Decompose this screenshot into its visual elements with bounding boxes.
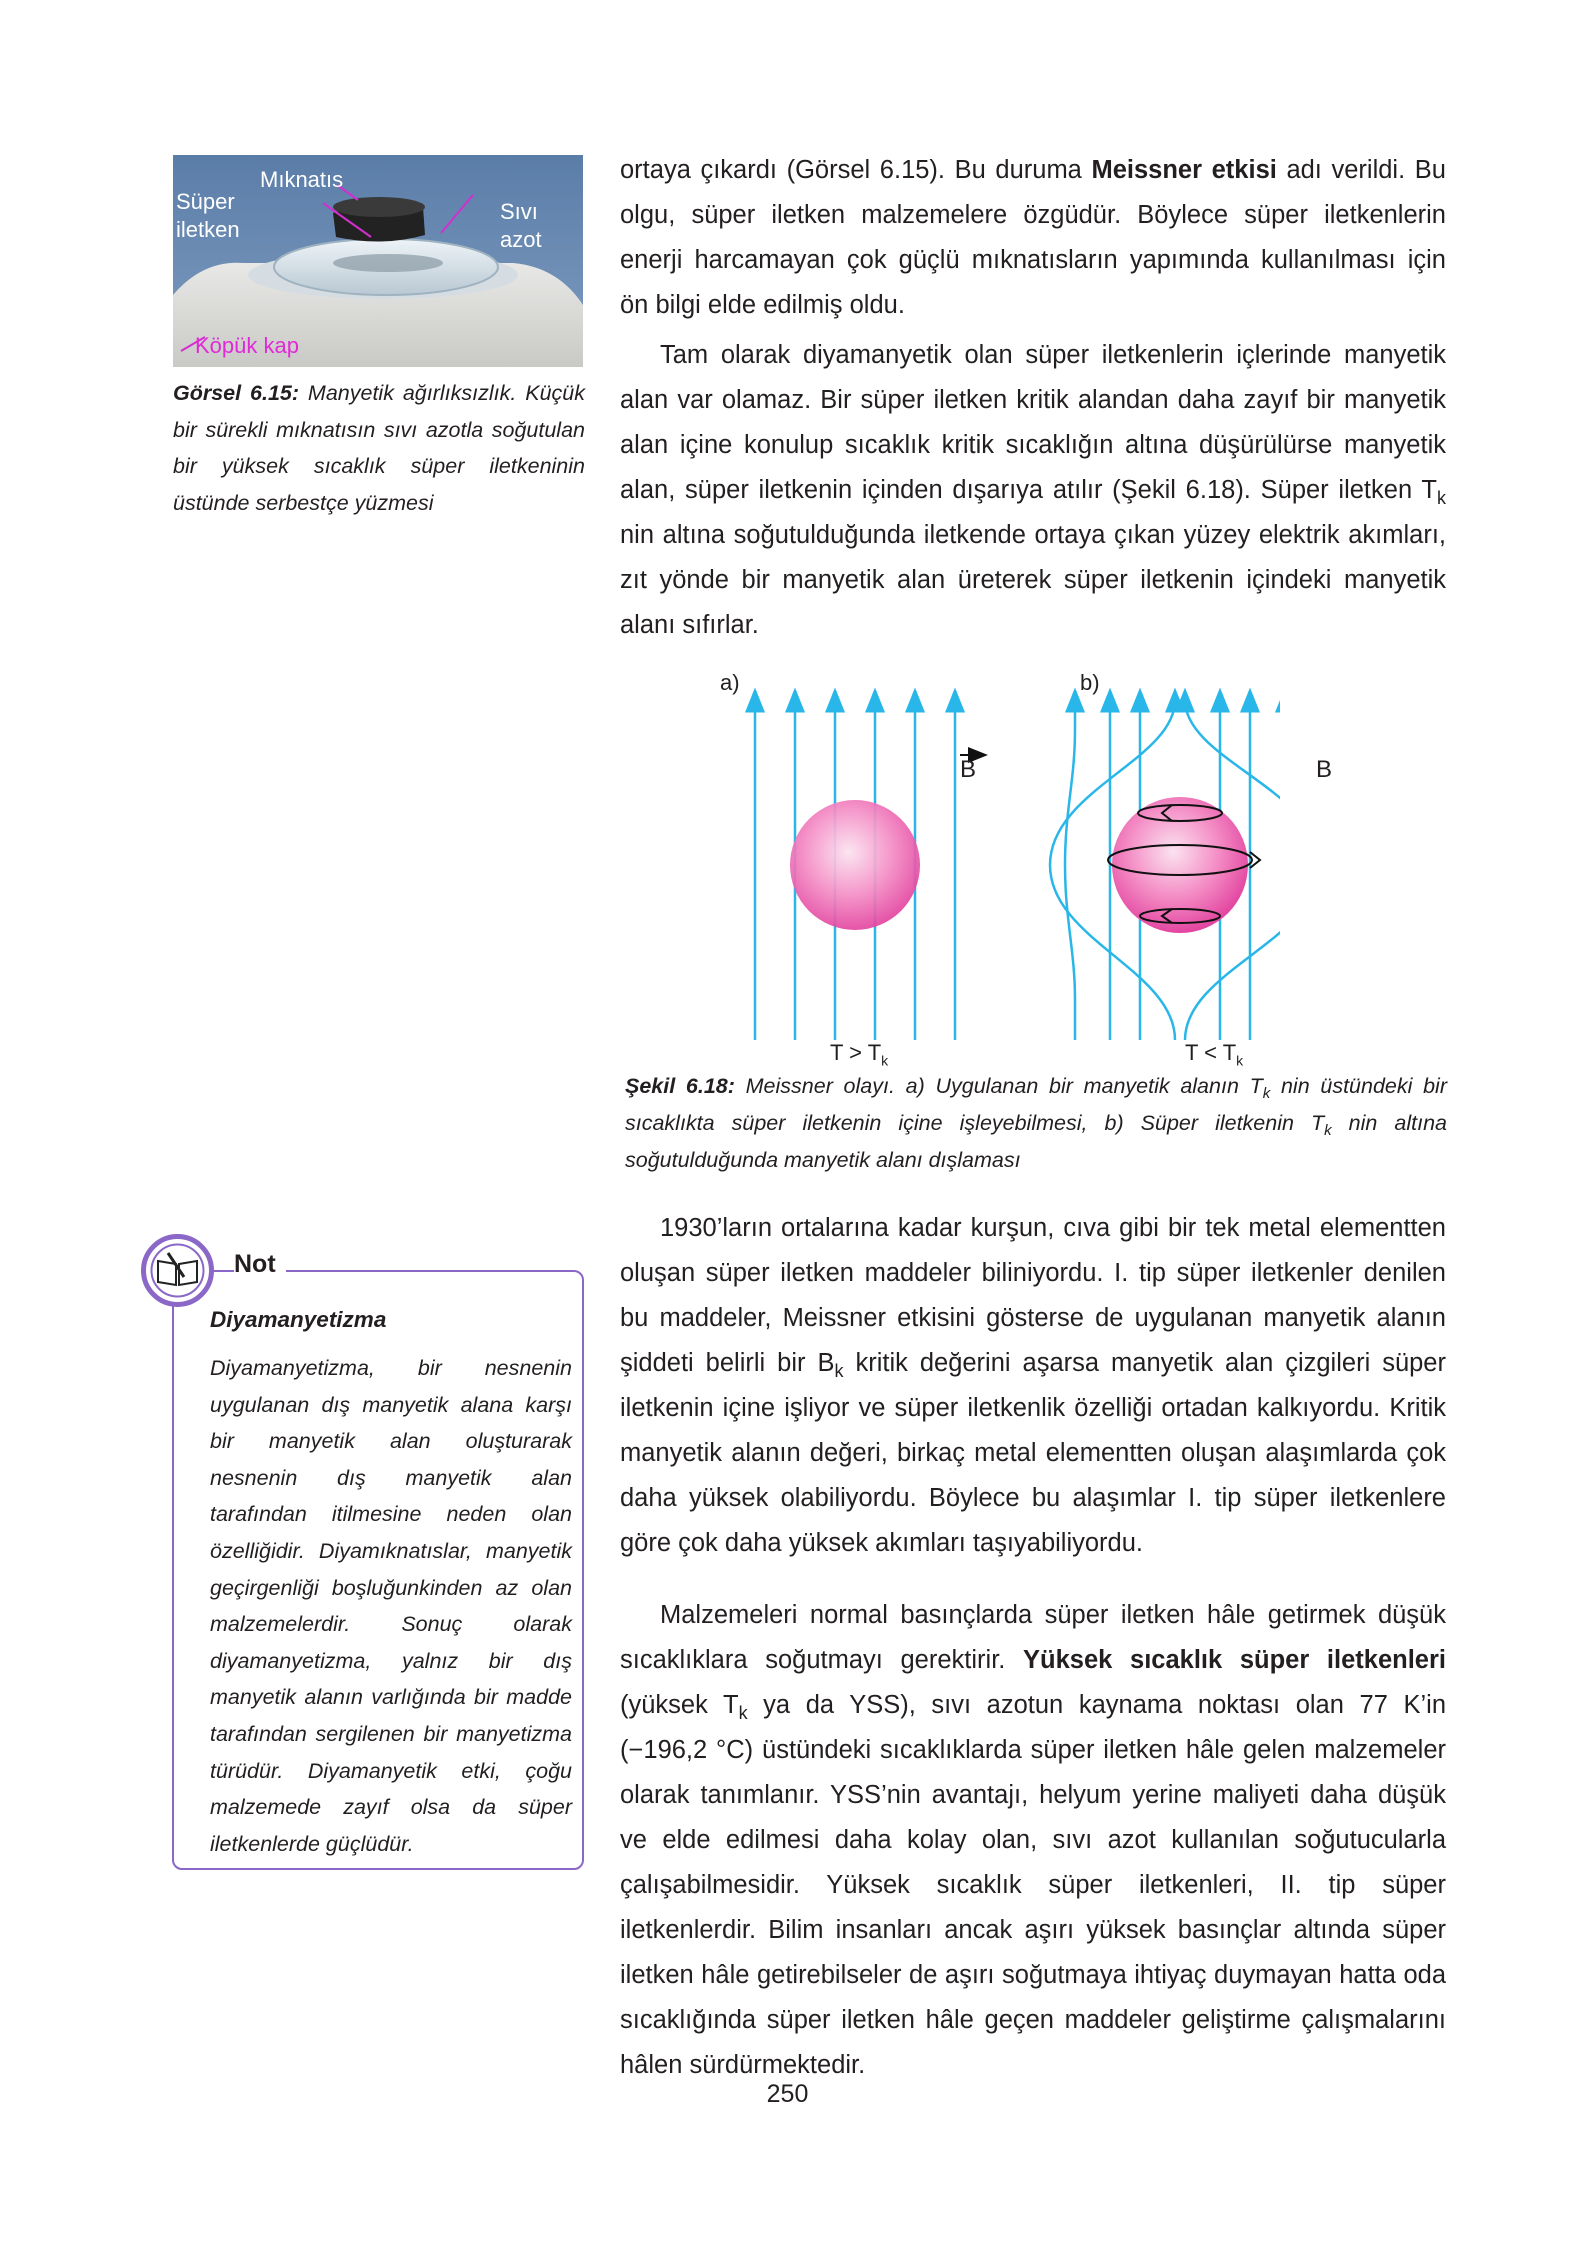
paragraph-1: ortaya çıkardı (Görsel 6.15). Bu duruma Meissner etkisi adı verildi. Bu olgu, süper iletken malzemelere özgüdür. Böylece süper iletkenlerin enerji harcamayan çok güçlü mıknatısların yapımında kullanılması için ön bilgi elde edilmiş oldu.: [620, 156, 1446, 319]
photo-caption: [173, 375, 585, 521]
temp-label-b: $T < T_k$: [1185, 1040, 1244, 1069]
yss-term: Yüksek sıcaklık süper iletkenleri: [1023, 1646, 1446, 1674]
paragraph-3: 1930’ların ortalarına kadar kurşun, cıva gibi bir tek metal elementten oluşan süper iletken maddeler biliniyordu. I. tip süper iletkenler denilen bu maddeler, Meissner etkisini gösterse de uygulanan manyetik alanın şiddeti belirli bir $B_k$ kritik değerini aşarsa manyetik alan çizgileri süper iletkenin içine işliyor ve süper iletkenlik özelliği ortadan kalkıyordu. Kritik manyetik alanın değeri, birkaç metal elementten oluşan alaşımlarda çok daha yüksek olabiliyordu. Böylece bu alaşımlar I. tip süper iletkenlere göre çok daha yüksek akımları taşıyabiliyordu.: [620, 1214, 1446, 1557]
liquid-nitrogen-label: Sıvı azot: [500, 199, 542, 252]
note-body: Diyamanyetizma, bir nesnenin uygulanan dış manyetik alana karşı bir manyetik alan oluşturarak nesnenin dış manyetik alan tarafından itilmesine neden olan özelliğidir. Diyamıknatıslar, manyetik geçirgenliği boşluğunkinden az olan malzemelerdir. Sonuç olarak diyamanyetizma, yalnız bir dış manyetik alanın varlığında bir madde tarafından sergilenen bir manyetizma türüdür. Diyamanyetik etki, çoğu malzemede zayıf olsa da süper iletkenlerde güçlüdür.: [210, 1356, 572, 1856]
meissner-diagram: [720, 670, 1280, 1075]
field-label-a: B: [960, 756, 977, 783]
paragraph-4: Malzemeleri normal basınçlarda süper iletken hâle getirmek düşük sıcaklıklara soğutmayı gerektirir. Yüksek sıcaklık süper iletkenleri (yüksek $T_k$ ya da YSS), sıvı azotun kaynama noktası olan 77 K’in (−196,2 °C) üstündeki sıcaklıklarda süper iletken hâle gelen malzemeler olarak tanımlanır. YSS’nin avantajı, helyum yerine maliyeti daha düşük ve elde edilmesi daha kolay olan, sıvı azot kullanılan soğutucularla çalışabilmesidir. Yüksek sıcaklık süper iletkenleri, II. tip süper iletkenlerdir. Bilim insanları ancak aşırı yüksek basınçlar altında süper iletken hâle getirebilseler de aşırı soğutmaya ihtiyaç duymayan hatta oda sıcaklığında süper iletken hâle geçen maddeler geliştirme çalışmalarını hâlen sürdürmektedir.: [620, 1601, 1447, 2079]
figure-caption-label: Şekil 6.18:: [625, 1074, 735, 1098]
note-book-icon: [140, 1233, 215, 1308]
superconductor-label: Süper iletken: [176, 189, 240, 242]
panel-b-label: b): [1080, 670, 1100, 695]
levitation-photo: [173, 155, 583, 367]
page-number: 250: [766, 2080, 809, 2108]
meissner-figure: [720, 670, 1333, 1075]
paragraph-2: Tam olarak diyamanyetik olan süper iletkenlerin içlerinde manyetik alan var olamaz. Bir süper iletken kritik alandan daha zayıf bir manyetik alan içine konulup sıcaklık kritik sıcaklığın altına düşürülürse manyetik alan, süper iletkenin içinden dışarıya atılır (Şekil 6.18). Süper iletken $T_k$ nin altına soğutulduğunda iletkende ortaya çıkan yüzey elektrik akımları, zıt yönde bir manyetik alan üreterek süper iletkenin içindeki manyetik alanı sıfırlar.: [620, 341, 1446, 639]
figure-caption: Şekil 6.18: Meissner olayı. a) Uygulanan bir manyetik alanın $T_k$ nin üstündeki bir sıcaklıkta süper iletkenin içine işleyebilmesi, b) Süper iletkenin $T_k$ nin altına soğutulduğunda manyetik alanı dışlaması: [625, 1074, 1447, 1172]
foam-container-label: Köpük kap: [195, 333, 299, 358]
sphere-a: [790, 800, 920, 930]
panel-a-label: a): [720, 670, 740, 695]
meissner-term: Meissner etkisi: [1091, 156, 1277, 184]
temp-label-a: $T > T_k$: [830, 1040, 889, 1069]
note-title: Not: [234, 1250, 286, 1279]
caption-label: Görsel 6.15:: [173, 381, 300, 405]
note-subtitle: Diyamanyetizma: [210, 1307, 387, 1332]
field-label-b: B: [1316, 756, 1333, 783]
caption-text: Manyetik ağırlıksızlık. Küçük bir sürekli mıknatısın sıvı azotla soğutulan bir yüksek sıcaklık süper iletkeninin üstünde serbestçe yüzmesi: [173, 381, 585, 515]
sphere-b: [1112, 797, 1248, 933]
magnet-label: Mıknatıs: [260, 167, 344, 192]
